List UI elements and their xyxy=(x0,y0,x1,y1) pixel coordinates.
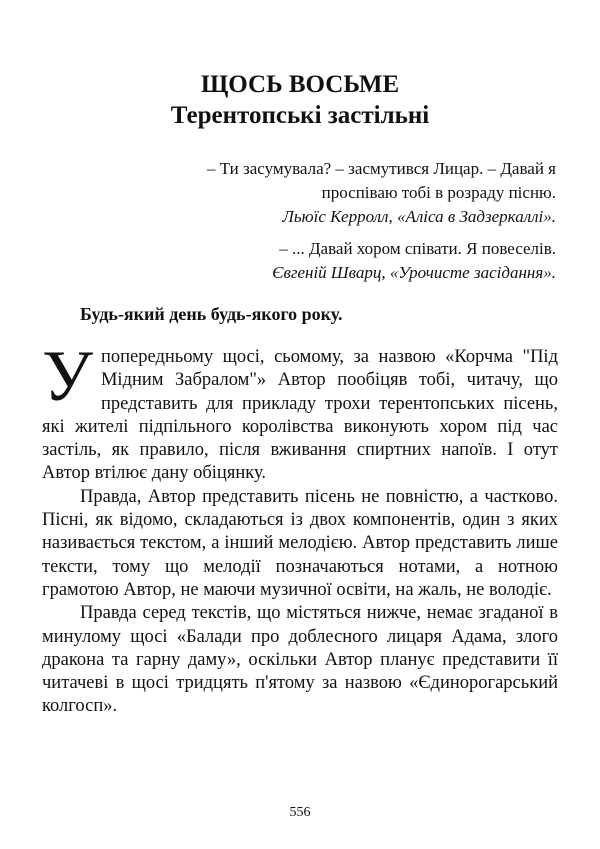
paragraph-1 xyxy=(42,336,558,486)
page-number: 556 xyxy=(289,805,311,820)
epigraph-carroll xyxy=(136,157,556,229)
drop-cap: У xyxy=(42,336,93,416)
epigraph-quote-line: проспіваю тобі в розраду пісню. xyxy=(321,183,556,202)
epigraph-attribution: Євгеній Шварц, «Урочисте засідання». xyxy=(272,263,556,282)
epigraph-attribution: Льюїс Керролл, «Аліса в Задзеркаллі». xyxy=(282,207,556,226)
epigraph-shvarts xyxy=(136,237,556,285)
date-heading: Будь-який день будь-якого року. xyxy=(80,304,343,324)
chapter-number-title: ЩОСЬ ВОСЬМЕ xyxy=(200,71,400,98)
epigraph-quote-line: – Ти засумувала? – засмутився Лицар. – Давай я xyxy=(206,159,556,178)
chapter-subtitle: Терентопські застільні xyxy=(170,102,430,129)
body-text xyxy=(42,336,558,719)
paragraph-1-text: попередньому щосі, сьомому, за назвою «Корчма "Під Мідним Забралом"» Автор пообіцяв тобі, читачу, що представить для прикладу трохи терентопських пісень, які жителі підпільного королівства виконують хором під час застіль, як правило, після вживання спиртних напоїв. І отут Автор втілює дану обіцянку. xyxy=(42,347,558,484)
paragraph-3: Правда серед текстів, що містяться нижче, немає згаданої в минулому щосі «Балади про доблесного лицаря Адама, злого дракона та гарну даму», оскільки Автор планує представити її читачеві в щосі тридцять п'ятому за назвою «Єдинорогарський колгосп». xyxy=(42,603,558,717)
epigraph-quote-line: – ... Давай хором співати. Я повеселів. xyxy=(279,239,556,258)
paragraph-2: Правда, Автор представить пісень не повністю, а частково. Пісні, як відомо, складаються із двох компонентів, один з яких називається текстом, а інший мелодією. Автор представить лише тексти, тому що мелодії позначаються нотами, а нотною грамотою Автор, не маючи музичної освіти, на жаль, не володіє. xyxy=(42,486,558,600)
